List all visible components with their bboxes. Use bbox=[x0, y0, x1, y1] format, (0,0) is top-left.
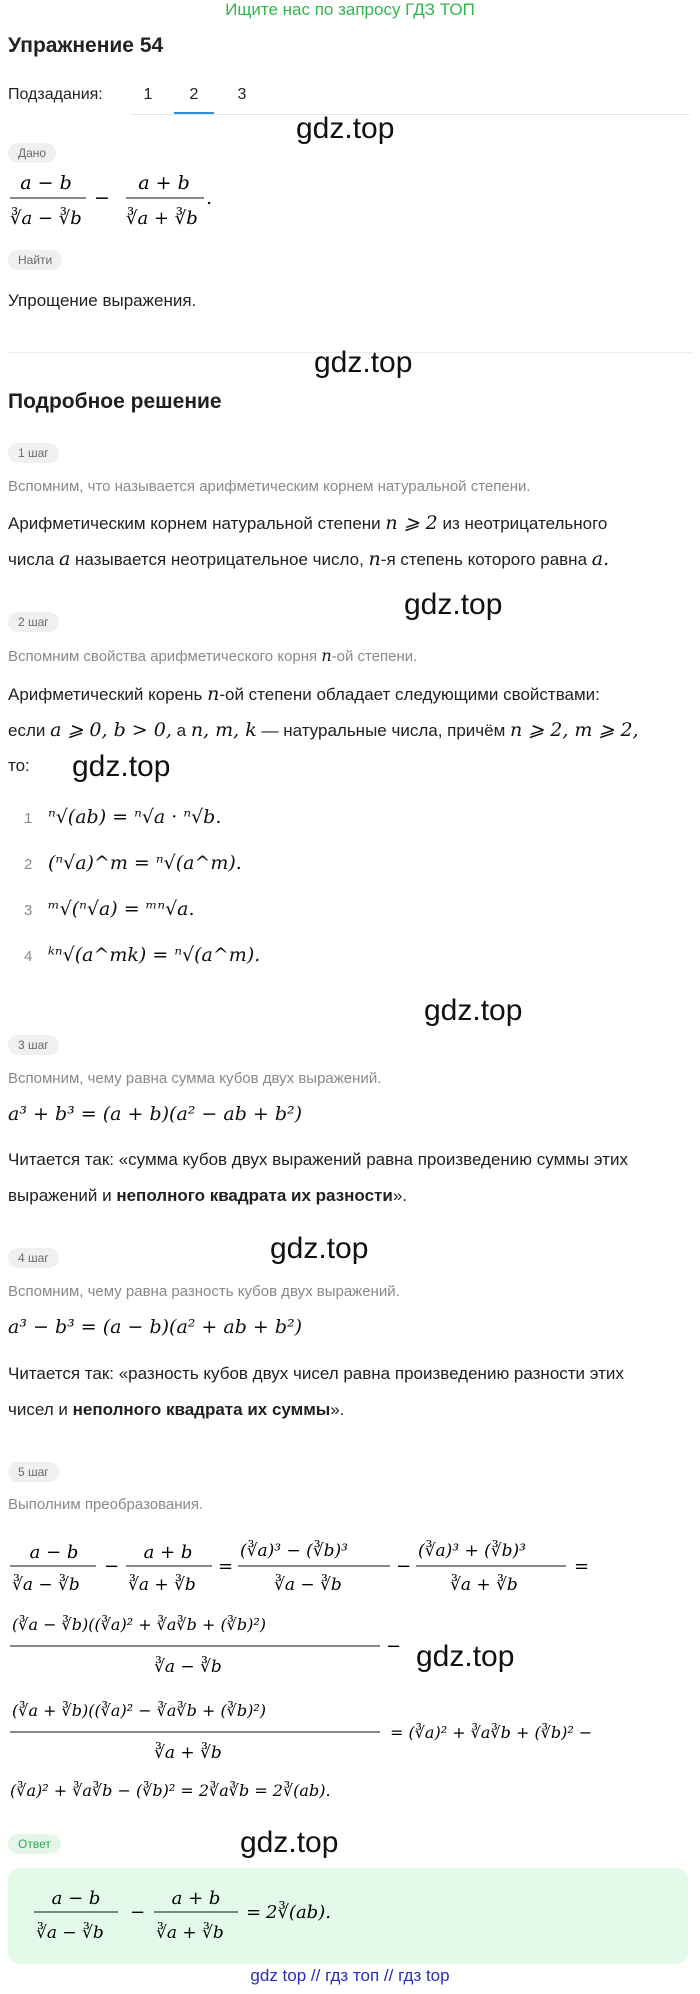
svg-text:a − b: a − b bbox=[29, 1542, 79, 1563]
step-5-chip: 5 шаг bbox=[8, 1462, 59, 1482]
step-1-chip: 1 шаг bbox=[8, 443, 59, 463]
given-chip: Дано bbox=[8, 143, 56, 163]
svg-text:−: − bbox=[104, 1556, 120, 1577]
property-formula: ⁿ√(ab) = ⁿ√a · ⁿ√b. bbox=[48, 806, 222, 828]
property-number: 2 bbox=[24, 856, 33, 873]
svg-text:a − b: a − b bbox=[20, 172, 72, 194]
svg-text:∛a − ∛b: ∛a − ∛b bbox=[12, 1575, 80, 1595]
svg-text:−: − bbox=[396, 1556, 412, 1577]
step-1-line-1: Арифметическим корнем натуральной степени n ⩾ 2 из неотрицательного bbox=[8, 512, 608, 534]
svg-text:.: . bbox=[206, 187, 213, 209]
svg-text:−: − bbox=[386, 1636, 402, 1657]
svg-text:a + b: a + b bbox=[143, 1542, 193, 1563]
sum-of-cubes-formula: a³ + b³ = (a + b)(a² − ab + b²) bbox=[8, 1103, 303, 1125]
svg-text:(∛a − ∛b)((∛a)² + ∛a∛b + (∛b)²: (∛a − ∛b)((∛a)² + ∛a∛b + (∛b)²) bbox=[12, 1615, 267, 1634]
footer-links[interactable]: gdz top // гдз топ // гдз top bbox=[250, 1966, 450, 1985]
svg-text:=: = bbox=[246, 1902, 262, 1923]
svg-text:∛a − ∛b: ∛a − ∛b bbox=[274, 1575, 342, 1595]
svg-text:∛a − ∛b: ∛a − ∛b bbox=[154, 1657, 222, 1677]
step-2-line-3: то: bbox=[8, 756, 30, 775]
subtask-tab-1[interactable]: 1 bbox=[143, 86, 153, 103]
svg-text:∛a + ∛b: ∛a + ∛b bbox=[128, 1575, 196, 1595]
step-3-chip: 3 шаг bbox=[8, 1035, 59, 1055]
watermark: gdz.top bbox=[72, 750, 171, 783]
svg-text:(∛a)³ + (∛b)³: (∛a)³ + (∛b)³ bbox=[418, 1541, 526, 1561]
step-4-reading-1: Читается так: «разность кубов двух чисел равна произведению разности этих bbox=[8, 1364, 624, 1383]
page-title: Упражнение 54 bbox=[8, 34, 164, 57]
step-3-reading-1: Читается так: «сумма кубов двух выражений равна произведению суммы этих bbox=[8, 1150, 628, 1169]
step-4-chip: 4 шаг bbox=[8, 1248, 59, 1268]
svg-text:a − b: a − b bbox=[51, 1888, 101, 1909]
subtasks-label: Подзадания: bbox=[8, 86, 103, 103]
difference-of-cubes-formula: a³ − b³ = (a − b)(a² + ab + b²) bbox=[8, 1316, 303, 1338]
property-number: 1 bbox=[24, 810, 33, 827]
answer-expression bbox=[30, 1880, 350, 1956]
svg-text:∛a + ∛b: ∛a + ∛b bbox=[154, 1743, 222, 1763]
answer-result: 2∛(ab). bbox=[266, 1902, 331, 1923]
watermark: gdz.top bbox=[296, 112, 395, 145]
property-number: 4 bbox=[24, 948, 33, 965]
svg-text:∛a + ∛b: ∛a + ∛b bbox=[450, 1575, 518, 1595]
tabs-divider bbox=[130, 114, 690, 115]
property-formula: ᵐ√(ⁿ√a) = ᵐⁿ√a. bbox=[48, 898, 195, 920]
svg-text:(∛a)³ − (∛b)³: (∛a)³ − (∛b)³ bbox=[240, 1541, 348, 1561]
step-4-hint: Вспомним, чему равна разность кубов двух выражений. bbox=[8, 1283, 400, 1300]
svg-text:a + b: a + b bbox=[138, 172, 190, 194]
find-text: Упрощение выражения. bbox=[8, 291, 197, 310]
answer-chip: Ответ bbox=[8, 1834, 61, 1854]
svg-text:a + b: a + b bbox=[171, 1888, 221, 1909]
step-5-derivation bbox=[4, 1520, 694, 1820]
step-4-reading-2: чисел и неполного квадрата их суммы». bbox=[8, 1400, 345, 1419]
watermark: gdz.top bbox=[240, 1826, 339, 1859]
svg-text:=: = bbox=[218, 1556, 234, 1577]
step-5-hint: Выполним преобразования. bbox=[8, 1496, 204, 1513]
step-2-hint: Вспомним свойства арифметического корня n-ой степени. bbox=[8, 646, 418, 665]
given-expression bbox=[8, 166, 238, 238]
subtask-tab-3[interactable]: 3 bbox=[237, 86, 247, 103]
svg-text:=: = bbox=[574, 1556, 590, 1577]
property-number: 3 bbox=[24, 902, 33, 919]
property-formula: ᵏⁿ√(a^mk) = ⁿ√(a^m). bbox=[48, 944, 261, 966]
step-3-hint: Вспомним, чему равна сумма кубов двух выражений. bbox=[8, 1070, 382, 1087]
property-formula: (ⁿ√a)^m = ⁿ√(a^m). bbox=[48, 852, 242, 874]
step-3-reading-2: выражений и неполного квадрата их разности». bbox=[8, 1186, 407, 1205]
svg-text:= (∛a)² + ∛a∛b + (∛b)² −: = (∛a)² + ∛a∛b + (∛b)² − bbox=[390, 1723, 593, 1742]
step-1-line-2: числа a называется неотрицательное число, n-я степень которого равна a. bbox=[8, 548, 610, 570]
solution-title: Подробное решение bbox=[8, 390, 222, 413]
watermark: gdz.top bbox=[270, 1232, 369, 1265]
svg-text:−: − bbox=[130, 1902, 146, 1923]
watermark: gdz.top bbox=[404, 588, 503, 621]
svg-text:∛a − ∛b: ∛a − ∛b bbox=[10, 208, 82, 229]
step-1-hint: Вспомним, что называется арифметическим корнем натуральной степени. bbox=[8, 478, 531, 495]
watermark: gdz.top bbox=[416, 1640, 515, 1673]
svg-text:∛a − ∛b: ∛a − ∛b bbox=[36, 1923, 104, 1943]
svg-text:(∛a)² + ∛a∛b − (∛b)² = 2∛a∛b =: (∛a)² + ∛a∛b − (∛b)² = 2∛a∛b = 2∛(ab). bbox=[10, 1781, 331, 1800]
watermark: gdz.top bbox=[424, 994, 523, 1027]
svg-text:∛a + ∛b: ∛a + ∛b bbox=[126, 208, 198, 229]
svg-text:(∛a + ∛b)((∛a)² − ∛a∛b + (∛b)²: (∛a + ∛b)((∛a)² − ∛a∛b + (∛b)²) bbox=[12, 1701, 267, 1720]
svg-text:∛a + ∛b: ∛a + ∛b bbox=[156, 1923, 224, 1943]
step-2-chip: 2 шаг bbox=[8, 612, 59, 632]
step-2-line-2: если a ⩾ 0, b > 0, а n, m, k — натуральные числа, причём n ⩾ 2, m ⩾ 2, bbox=[8, 719, 639, 741]
svg-text:−: − bbox=[94, 187, 110, 209]
subtask-tab-2[interactable]: 2 bbox=[174, 86, 214, 114]
step-2-line-1: Арифметический корень n-ой степени обладает следующими свойствами: bbox=[8, 683, 600, 705]
find-chip: Найти bbox=[8, 250, 62, 270]
watermark: gdz.top bbox=[314, 346, 413, 379]
promo-banner[interactable]: Ищите нас по запросу ГДЗ ТОП bbox=[225, 0, 475, 19]
